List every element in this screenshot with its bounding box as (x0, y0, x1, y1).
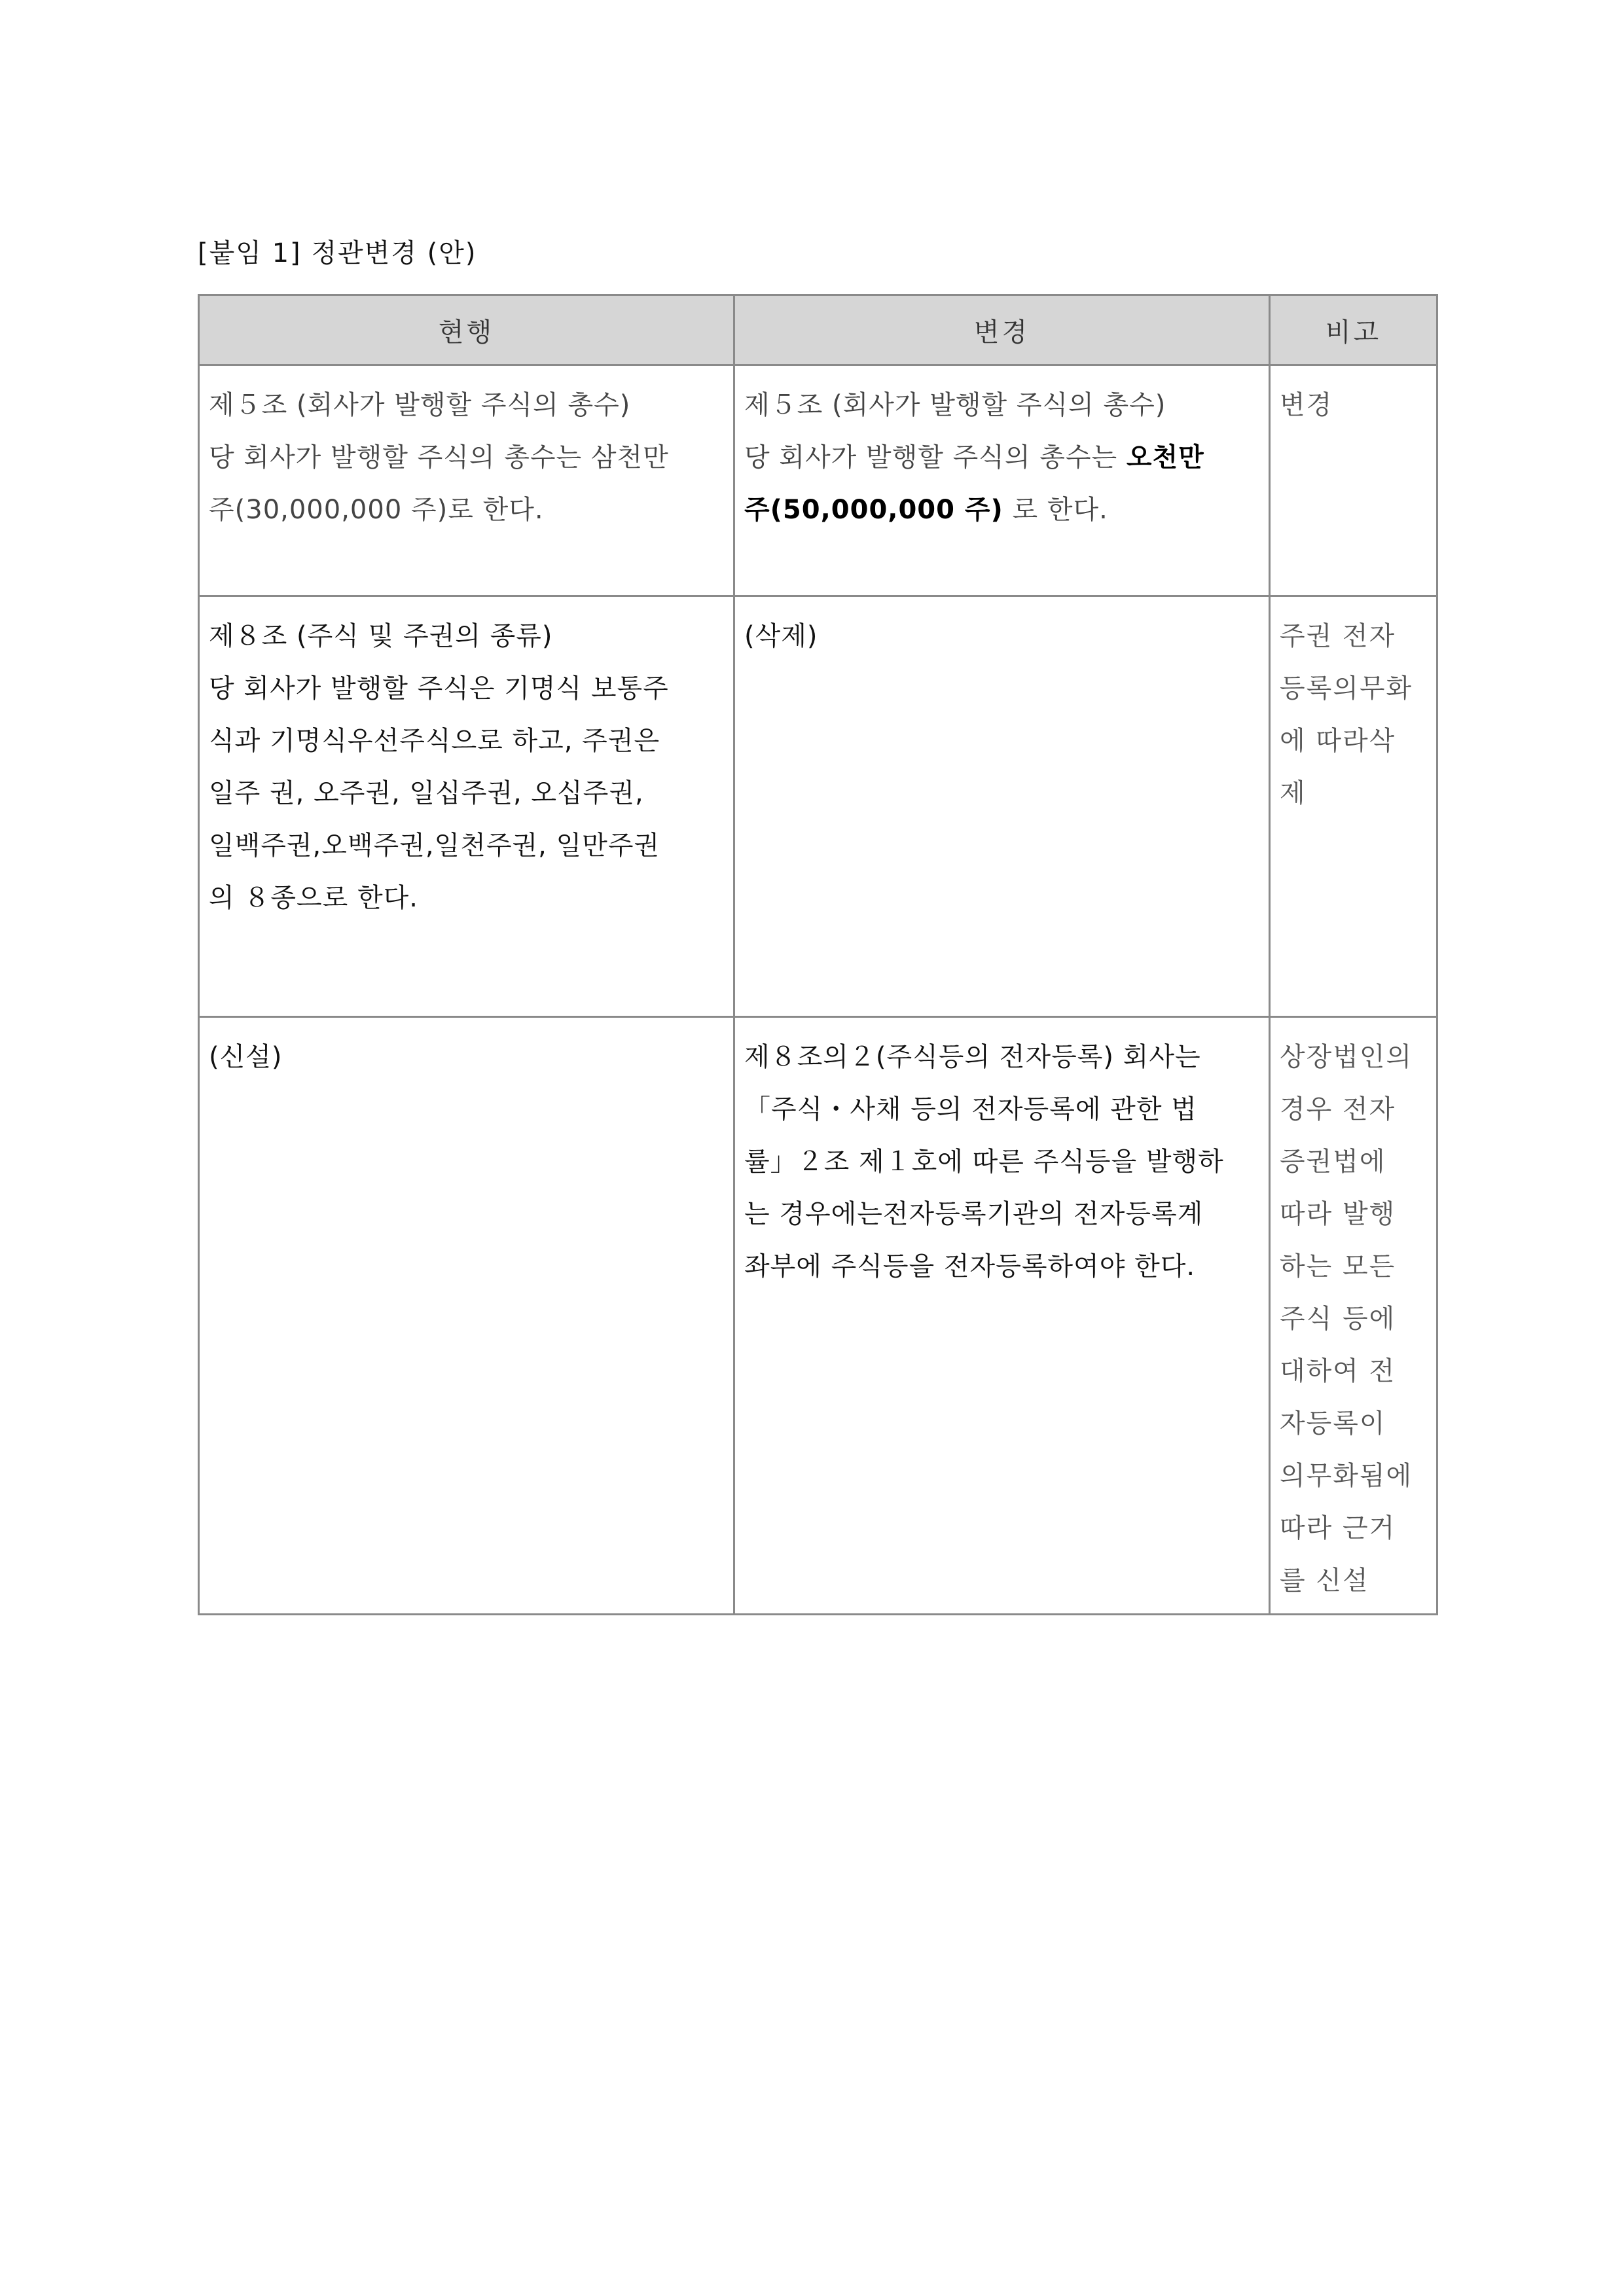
cell-text-line: 등록의무화 (1280, 673, 1413, 704)
cell-text-line: 경우 전자 (1280, 1094, 1396, 1124)
table-row (199, 365, 1437, 596)
cell-text-line: 제５조 (회사가 발행할 주식의 총수) (744, 390, 1166, 420)
header-change: 변경 (734, 295, 1270, 365)
cell-text-line: 변경 (1280, 390, 1333, 420)
cell-text-line: 대하여 전 (1280, 1356, 1396, 1386)
cell-text-line: 일주 권, 오주권, 일십주권, 오십주권, (209, 778, 644, 808)
emphasized-text: 오천만 (1126, 442, 1204, 473)
cell-change (734, 1017, 1270, 1615)
cell-text-line: 의 ８종으로 한다. (209, 883, 418, 913)
page-title: [붙임 1] 정관변경 (안) (198, 238, 477, 268)
text-segment: 당 회사가 발행할 주식의 총수는 (744, 442, 1127, 473)
cell-text-line: 주(30,000,000 주)로 한다. (209, 495, 544, 525)
cell-text-line: 제５조 (회사가 발행할 주식의 총수) (209, 390, 631, 420)
header-note: 비고 (1270, 295, 1437, 365)
cell-current (199, 596, 734, 1017)
cell-note (1270, 365, 1437, 596)
cell-text-line: 의무화됨에 (1280, 1461, 1413, 1491)
cell-text-line (744, 431, 1259, 484)
emphasized-text: 주(50,000,000 주) (744, 495, 1003, 525)
cell-text-line: 따라 근거 (1280, 1513, 1396, 1543)
table-row (199, 1017, 1437, 1615)
header-current: 현행 (199, 295, 734, 365)
cell-text-line: 따라 발행 (1280, 1199, 1396, 1229)
cell-text-line: 자등록이 (1280, 1408, 1386, 1439)
cell-text-line: 는 경우에는전자등록기관의 전자등록계 (744, 1199, 1204, 1229)
cell-text-line: 좌부에 주식등을 전자등록하여야 한다. (744, 1251, 1196, 1282)
cell-text-line: 를 신설 (1280, 1566, 1369, 1596)
cell-text-line: 하는 모든 (1280, 1251, 1396, 1282)
cell-current (199, 365, 734, 596)
cell-text-line: 제 (1280, 778, 1307, 808)
cell-text-line: 제８조 (주식 및 주권의 종류) (209, 621, 553, 651)
amendment-table (198, 294, 1438, 1615)
cell-text-line: 상장법인의 (1280, 1042, 1413, 1072)
cell-change (734, 596, 1270, 1017)
cell-text-line: 증권법에 (1280, 1147, 1386, 1177)
cell-text-line: 일백주권,오백주권,일천주권, 일만주권 (209, 831, 660, 861)
cell-note (1270, 596, 1437, 1017)
cell-change (734, 365, 1270, 596)
cell-text-line (744, 484, 1259, 536)
cell-current (199, 1017, 734, 1615)
cell-text-line: 주식 등에 (1280, 1304, 1396, 1334)
cell-text-line: 당 회사가 발행할 주식의 총수는 삼천만 (209, 442, 669, 473)
table-header-row (199, 295, 1437, 365)
cell-text-line: (삭제) (744, 621, 818, 651)
table-row (199, 596, 1437, 1017)
cell-text-line: 당 회사가 발행할 주식은 기명식 보통주 (209, 673, 669, 704)
cell-text-line: 제８조의２(주식등의 전자등록) 회사는 (744, 1042, 1201, 1072)
text-segment: 로 한다. (1003, 495, 1108, 525)
cell-text-line: 에 따라삭 (1280, 726, 1396, 756)
cell-text-line: (신설) (209, 1042, 283, 1072)
cell-text-line: 률」２조 제１호에 따른 주식등을 발행하 (744, 1147, 1224, 1177)
cell-text-line: 식과 기명식우선주식으로 하고, 주권은 (209, 726, 660, 756)
cell-text-line: 「주식・사채 등의 전자등록에 관한 법 (744, 1094, 1197, 1124)
cell-text-line: 주권 전자 (1280, 621, 1396, 651)
cell-note (1270, 1017, 1437, 1615)
